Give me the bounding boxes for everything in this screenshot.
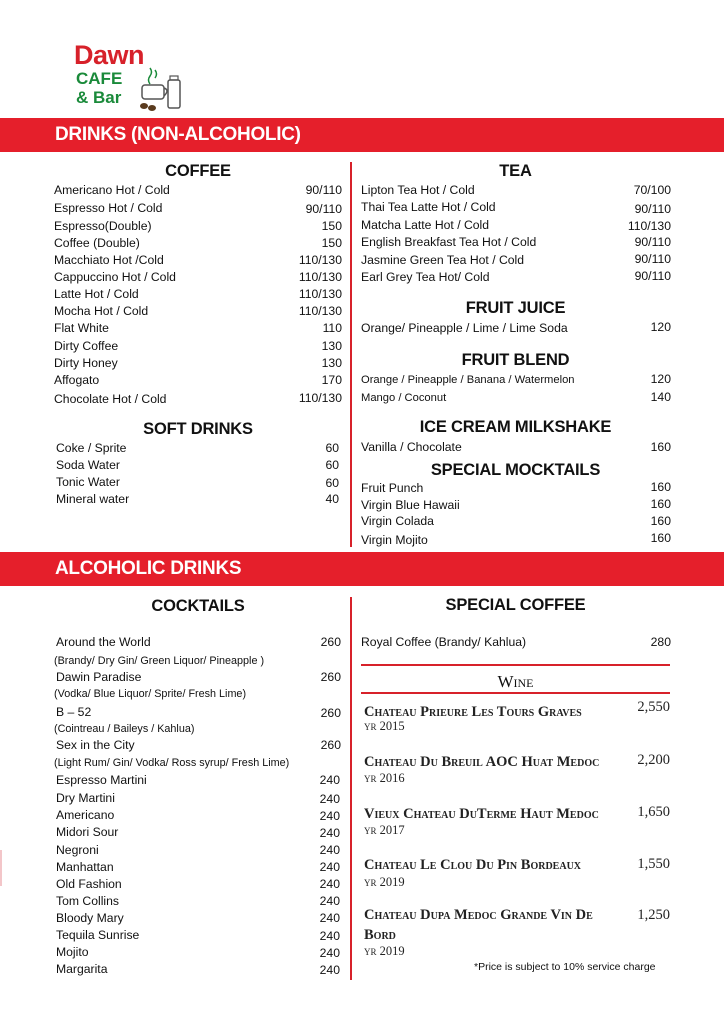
column-divider	[350, 597, 352, 980]
menu-item-name: Virgin Blue Hawaii	[361, 498, 460, 512]
menu-item-price: 160	[650, 514, 671, 528]
menu-item-name: Macchiato Hot /Cold	[54, 253, 164, 267]
section-title-coffee: COFFEE	[165, 162, 231, 180]
menu-item-description: (Cointreau / Baileys / Kahlua)	[54, 723, 195, 735]
menu-item-description: (Brandy/ Dry Gin/ Green Liquor/ Pineapple )	[54, 655, 265, 667]
menu-item-name: Virgin Colada	[361, 514, 434, 528]
wine-price: 2,200	[637, 752, 670, 768]
section-title-soft-drinks: SOFT DRINKS	[143, 420, 253, 438]
menu-item-price: 60	[325, 441, 339, 455]
wine-year: yr 2015	[364, 719, 405, 733]
menu-item-name: English Breakfast Tea Hot / Cold	[361, 235, 537, 249]
column-divider	[350, 162, 352, 547]
service-charge-note: *Price is subject to 10% service charge	[474, 961, 656, 973]
menu-item-price: 130	[321, 339, 342, 353]
menu-item-description: (Light Rum/ Gin/ Vodka/ Ross syrup/ Fresh Lime)	[54, 757, 290, 769]
menu-item-name: Negroni	[56, 843, 99, 857]
logo-text-dawn: Dawn	[74, 40, 145, 70]
menu-item-price: 150	[321, 219, 342, 233]
menu-item-price: 240	[319, 809, 340, 823]
wine-price: 2,550	[637, 699, 670, 715]
menu-item-price: 40	[325, 492, 339, 506]
menu-item-price: 70/100	[633, 183, 671, 197]
menu-item-price: 150	[321, 236, 342, 250]
menu-item-price: 60	[325, 458, 339, 472]
menu-item-price: 260	[320, 738, 341, 752]
cafe-logo	[74, 40, 184, 112]
section-title-milkshake: ICE CREAM MILKSHAKE	[419, 418, 612, 436]
banner-alcoholic: ALCOHOLIC DRINKS	[0, 552, 724, 586]
menu-item-name: Tom Collins	[56, 894, 119, 908]
menu-item-price: 110/130	[298, 304, 342, 318]
menu-item-price: 110/130	[298, 391, 342, 405]
logo-text-cafe: CAFE	[76, 69, 123, 88]
menu-item-price: 260	[320, 670, 341, 684]
menu-item-name: Flat White	[54, 321, 109, 335]
menu-item-name: Old Fashion	[56, 877, 122, 891]
menu-item-price: 240	[319, 929, 340, 943]
wine-price: 1,550	[637, 856, 670, 872]
menu-item-name: Latte Hot / Cold	[54, 287, 139, 301]
menu-item-name: Mango / Coconut	[361, 392, 447, 404]
section-title-fruit-juice: FRUIT JUICE	[465, 299, 566, 317]
menu-item-price: 240	[319, 963, 340, 977]
wine-divider-top	[361, 664, 670, 666]
menu-item-price: 120	[650, 320, 671, 334]
menu-item-price: 280	[650, 635, 671, 649]
menu-item-name: Coke / Sprite	[56, 441, 127, 455]
menu-item-price: 90/110	[634, 202, 671, 216]
menu-item-price: 240	[319, 860, 340, 874]
menu-item-name: Orange / Pineapple / Banana / Watermelon	[361, 374, 575, 386]
wine-year: yr 2017	[364, 823, 405, 837]
menu-item-price: 240	[319, 773, 340, 787]
wine-divider-bottom	[361, 692, 670, 694]
menu-item-name: Matcha Latte Hot / Cold	[361, 218, 490, 232]
menu-item-price: 110/130	[298, 287, 342, 301]
menu-item-price: 90/110	[634, 252, 671, 266]
menu-item-name: Americano Hot / Cold	[54, 183, 170, 197]
menu-item-price: 170	[321, 373, 342, 387]
section-title-cocktails: COCKTAILS	[151, 597, 245, 615]
menu-item-name: B – 52	[56, 705, 92, 719]
menu-item-price: 160	[650, 440, 671, 454]
wine-name: Vieux Chateau DuTerme Haut Medoc	[364, 806, 599, 822]
menu-item-description: (Vodka/ Blue Liquor/ Sprite/ Fresh Lime)	[54, 688, 247, 700]
menu-item-name: Dawin Paradise	[56, 670, 142, 684]
menu-item-name: Fruit Punch	[361, 481, 424, 495]
wine-name: Chateau Dupa Medoc Grande Vin De Bord	[364, 907, 593, 943]
menu-item-name: Midori Sour	[56, 825, 119, 839]
menu-item-name: Tequila Sunrise	[56, 928, 140, 942]
menu-item-price: 120	[650, 372, 671, 386]
menu-item-price: 240	[319, 911, 340, 925]
menu-item-price: 240	[319, 894, 340, 908]
menu-item-name: Around the World	[56, 635, 151, 649]
section-title-mocktails: SPECIAL MOCKTAILS	[430, 461, 601, 479]
menu-item-name: Earl Grey Tea Hot/ Cold	[361, 270, 490, 284]
menu-item-name: Lipton Tea Hot / Cold	[361, 183, 475, 197]
menu-item-name: Dirty Honey	[54, 356, 118, 370]
menu-item-name: Tonic Water	[56, 475, 120, 489]
menu-item-price: 60	[325, 476, 339, 490]
menu-item-name: Americano	[56, 808, 115, 822]
menu-item-price: 160	[650, 531, 671, 545]
menu-item-price: 90/110	[634, 235, 671, 249]
wine-year: yr 2019	[364, 944, 405, 958]
menu-item-price: 110/130	[298, 270, 342, 284]
menu-item-name: Espresso Martini	[56, 773, 147, 787]
menu-item-name: Coffee (Double)	[54, 236, 140, 250]
menu-item-name: Thai Tea Latte Hot / Cold	[361, 200, 496, 214]
menu-item-name: Sex in the City	[56, 738, 135, 752]
menu-item-name: Espresso Hot / Cold	[54, 201, 163, 215]
menu-item-name: Mojito	[56, 945, 89, 959]
section-title-tea: TEA	[499, 162, 532, 180]
menu-item-name: Royal Coffee (Brandy/ Kahlua)	[361, 635, 527, 649]
wine-name: Chateau Du Breuil AOC Huat Medoc	[364, 754, 600, 770]
menu-item-price: 240	[319, 843, 340, 857]
wine-name: Chateau Le Clou Du Pin Bordeaux	[364, 857, 582, 873]
section-title-fruit-blend: FRUIT BLEND	[461, 351, 570, 369]
menu-item-price: 90/110	[305, 202, 342, 216]
menu-item-name: Vanilla / Chocolate	[361, 440, 462, 454]
menu-item-name: Bloody Mary	[56, 911, 124, 925]
menu-item-name: Espresso(Double)	[54, 219, 152, 233]
wine-name: Chateau Prieure Les Tours Graves	[364, 704, 582, 720]
menu-item-name: Affogato	[54, 373, 100, 387]
menu-item-name: Mineral water	[56, 492, 130, 506]
menu-item-price: 110	[322, 321, 342, 335]
menu-item-name: Cappuccino Hot / Cold	[54, 270, 176, 284]
menu-item-price: 160	[650, 497, 671, 511]
edge-mark	[0, 850, 2, 886]
wine-year: yr 2019	[364, 875, 405, 889]
menu-item-name: Virgin Mojito	[361, 533, 428, 547]
wine-price: 1,650	[637, 804, 670, 820]
menu-item-price: 240	[319, 826, 340, 840]
menu-item-price: 140	[650, 390, 671, 404]
menu-item-price: 240	[319, 877, 340, 891]
menu-item-name: Chocolate Hot / Cold	[54, 392, 167, 406]
menu-item-name: Margarita	[56, 962, 108, 976]
section-title-special-coffee: SPECIAL COFFEE	[445, 596, 586, 614]
menu-item-price: 110/130	[627, 219, 671, 233]
wine-price: 1,250	[637, 907, 670, 923]
menu-item-price: 240	[319, 792, 340, 806]
menu-item-price: 110/130	[298, 253, 342, 267]
menu-item-name: Dry Martini	[56, 791, 115, 805]
menu-item-price: 260	[320, 706, 341, 720]
menu-item-price: 90/110	[634, 269, 671, 283]
menu-item-name: Orange/ Pineapple / Lime / Lime Soda	[361, 321, 568, 335]
banner-non-alcoholic: DRINKS (NON-ALCOHOLIC)	[0, 118, 724, 152]
menu-item-price: 130	[321, 356, 342, 370]
menu-item-name: Manhattan	[56, 860, 114, 874]
menu-item-name: Jasmine Green Tea Hot / Cold	[361, 253, 525, 267]
menu-item-name: Soda Water	[56, 458, 120, 472]
menu-item-price: 90/110	[305, 183, 342, 197]
wine-year: yr 2016	[364, 771, 405, 785]
menu-item-name: Dirty Coffee	[54, 339, 119, 353]
section-title-wine: Wine	[497, 672, 534, 691]
menu-item-price: 160	[650, 480, 671, 494]
coffee-cup-icon	[132, 66, 184, 112]
menu-item-price: 240	[319, 946, 340, 960]
logo-text-bar: & Bar	[76, 88, 122, 107]
menu-item-name: Mocha Hot / Cold	[54, 304, 149, 318]
menu-item-price: 260	[320, 635, 341, 649]
